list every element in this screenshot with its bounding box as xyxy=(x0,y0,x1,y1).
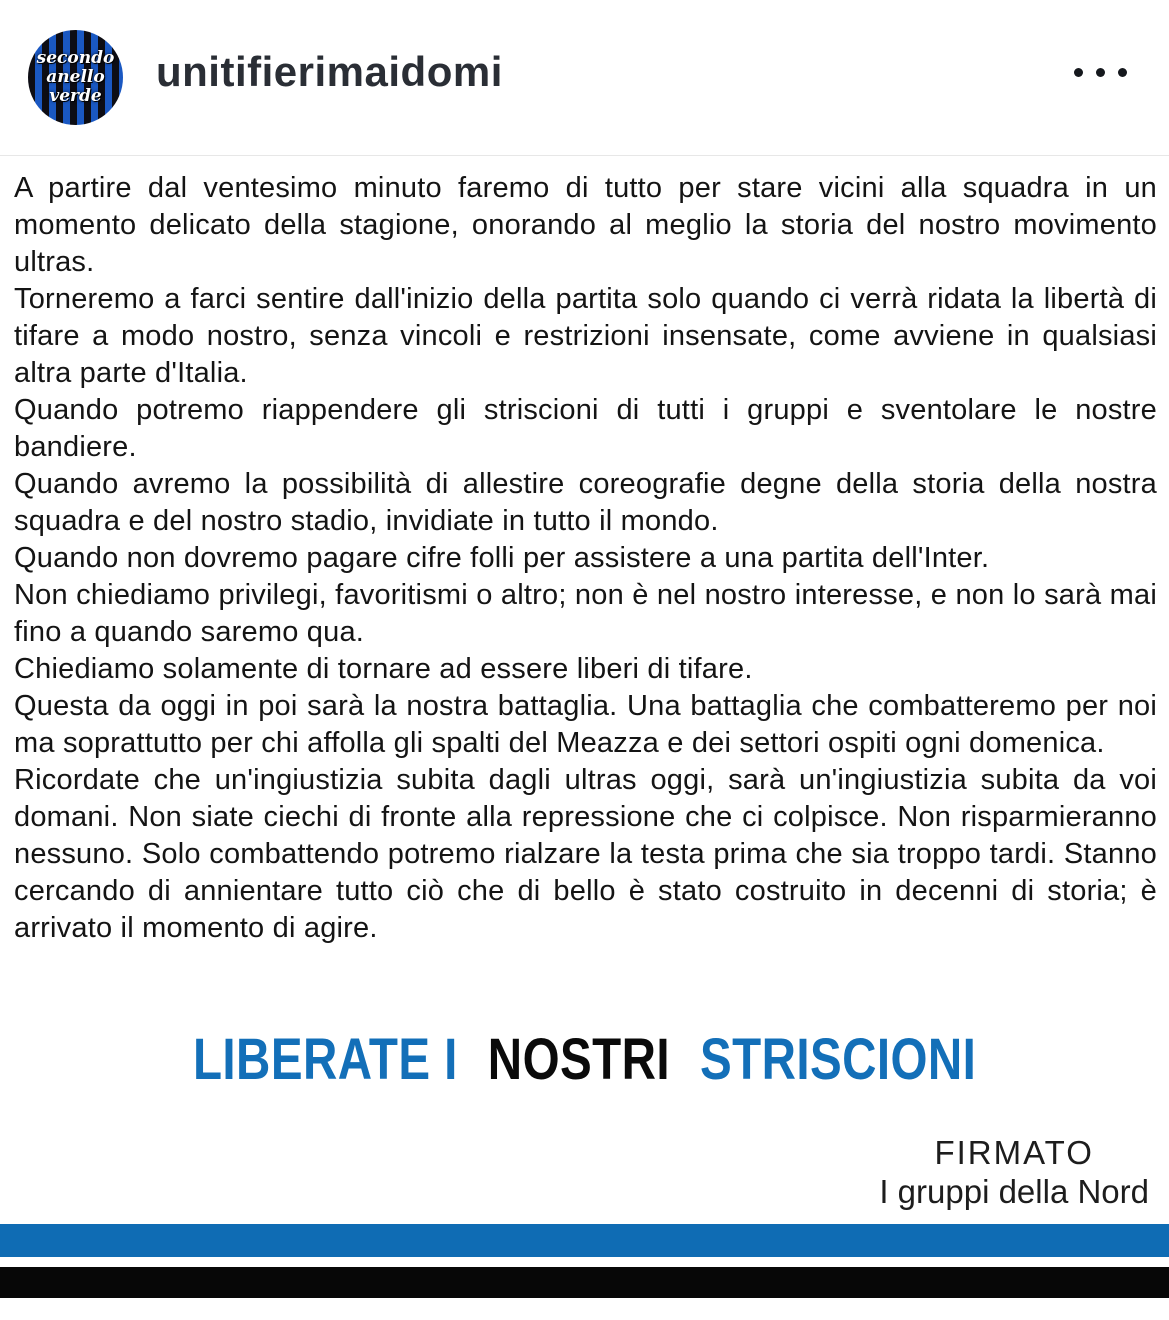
signature-label: FIRMATO xyxy=(934,1134,1094,1171)
statement-paragraph: Non chiediamo privilegi, favoritismi o altro; non è nel nostro interesse, e non lo sarà mai fino a quando saremo qua. xyxy=(14,579,1157,648)
statement-text xyxy=(14,170,1157,947)
black-stripe xyxy=(0,1267,1169,1298)
statement-paragraph: Quando avremo la possibilità di allestire coreografie degne della storia della nostra squadra e del nostro stadio, invidiate in tutto il mondo. xyxy=(14,468,1157,537)
blue-stripe xyxy=(0,1224,1169,1257)
statement-paragraph: Torneremo a farci sentire dall'inizio della partita solo quando ci verrà ridata la libertà di tifare a modo nostro, senza vincoli e restrizioni insensate, come avviene in qualsiasi altra parte d'Italia. xyxy=(14,283,1157,389)
statement-paragraph: Quando non dovremo pagare cifre folli per assistere a una partita dell'Inter. xyxy=(14,542,990,574)
profile-avatar[interactable] xyxy=(28,30,123,125)
headline-segment-blue: STRISCIONI xyxy=(699,1027,977,1092)
headline-segment-blue: LIBERATE I xyxy=(192,1027,458,1092)
signature xyxy=(879,1133,1149,1211)
statement-paragraph: Chiediamo solamente di tornare ad essere liberi di tifare. xyxy=(14,653,753,685)
headline-segment-black: NOSTRI xyxy=(487,1027,670,1092)
statement-paragraph: A partire dal ventesimo minuto faremo di tutto per stare vicini alla squadra in un momento delicato della stagione, onorando al meglio la storia del nostro movimento ultras. xyxy=(14,172,1157,278)
headline-text xyxy=(193,1026,976,1093)
avatar-badge-text: secondo xyxy=(36,48,115,68)
ellipsis-icon xyxy=(1118,68,1127,77)
headline xyxy=(0,1026,1169,1093)
more-options-button[interactable] xyxy=(1072,60,1129,85)
post-header xyxy=(0,0,1169,156)
statement-paragraph: Questa da oggi in poi sarà la nostra battaglia. Una battaglia che combatteremo per noi ma soprattutto per chi affolla gli spalti del Meazza e dei settori ospiti ogni domenica. xyxy=(14,690,1157,759)
ellipsis-icon xyxy=(1096,68,1105,77)
username[interactable]: unitifierimaidomi xyxy=(156,48,503,95)
ellipsis-icon xyxy=(1074,68,1083,77)
statement-paragraph: Ricordate che un'ingiustizia subita dagli ultras oggi, sarà un'ingiustizia subita da voi domani. Non siate ciechi di fronte alla repressione che ci colpisce. Non risparmieranno nessuno. Solo combattendo potremo rialzare la testa prima che sia troppo tardi. Stanno cercando di annientare tutto ciò che di bello è stato costruito in decenni di storia; è arrivato il momento di agire. xyxy=(14,764,1157,944)
statement-paragraph: Quando potremo riappendere gli striscioni di tutti i gruppi e sventolare le nostre bandiere. xyxy=(14,394,1157,463)
avatar-badge-text: anello xyxy=(46,67,105,87)
signature-author: I gruppi della Nord xyxy=(879,1173,1149,1210)
header-divider xyxy=(0,155,1169,156)
avatar-badge-text: verde xyxy=(49,86,102,106)
